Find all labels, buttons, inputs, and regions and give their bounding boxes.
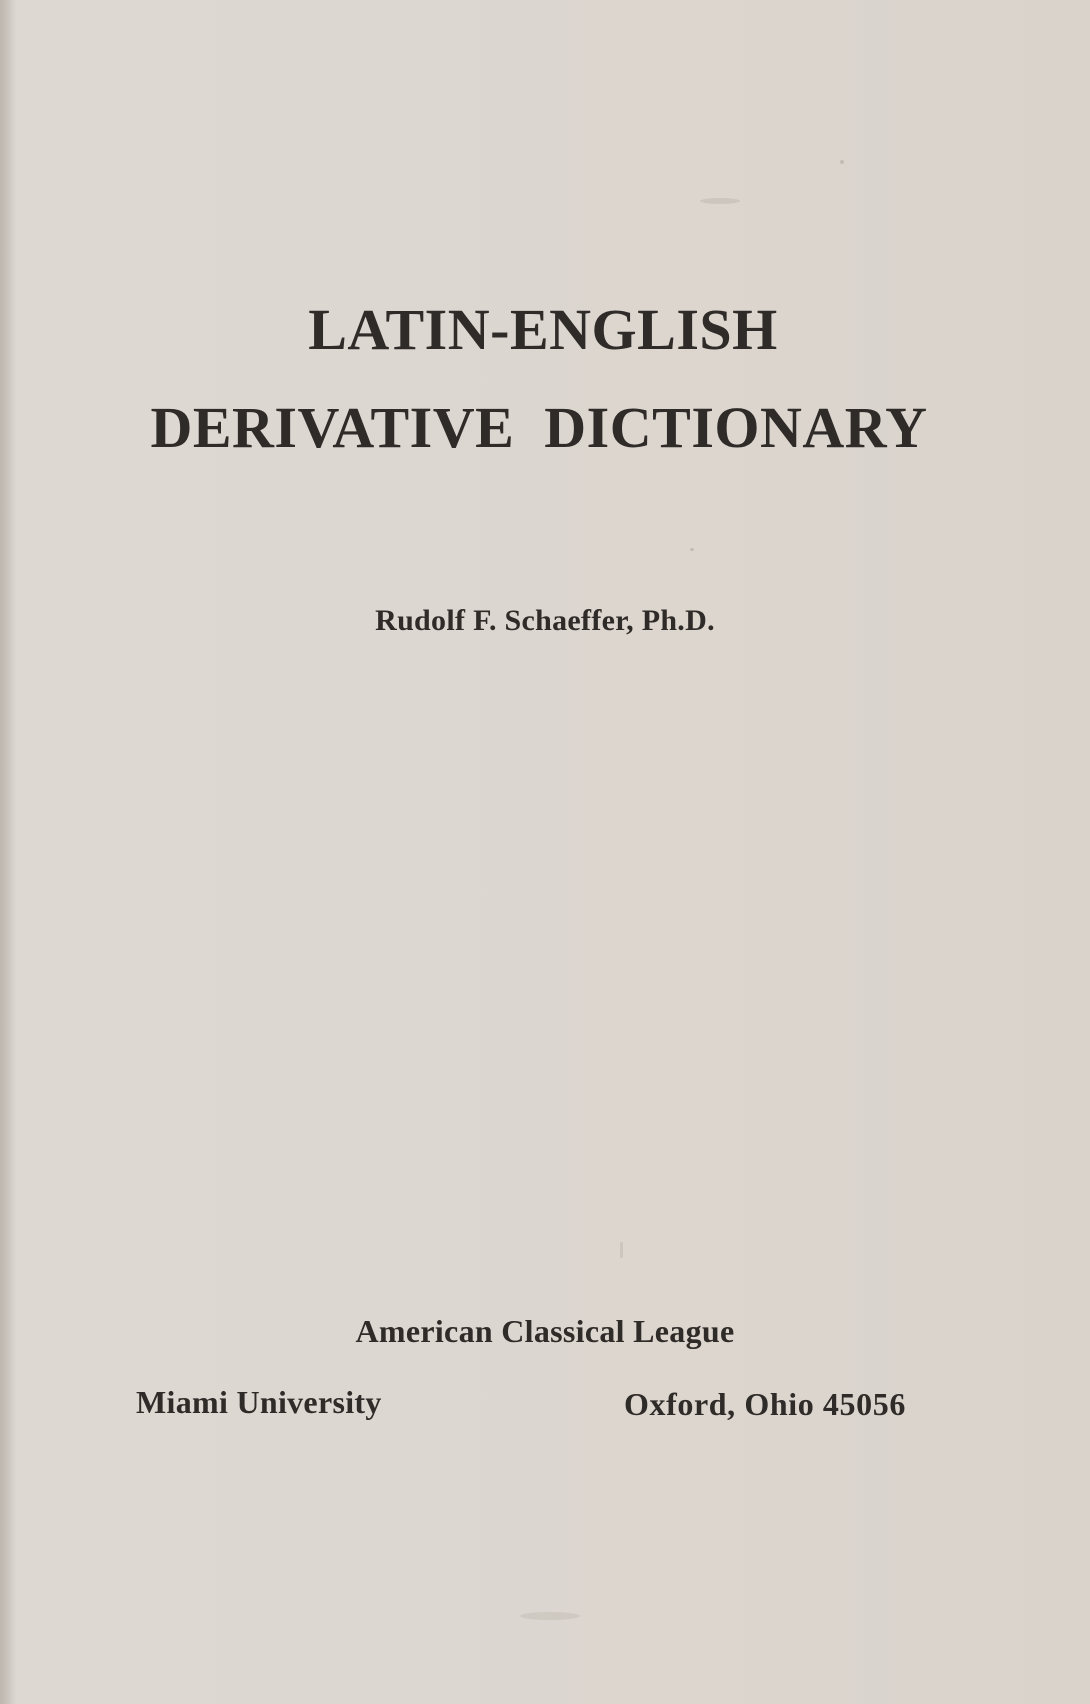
title-line-2: DERIVATIVE DICTIONARY	[150, 395, 928, 460]
spine-edge	[0, 0, 14, 1704]
publisher-name: American Classical League	[355, 1313, 735, 1349]
title-line-1: LATIN-ENGLISH	[308, 297, 778, 362]
paper-speck	[520, 1612, 580, 1620]
paper-speck	[620, 1242, 623, 1258]
paper-speck	[690, 548, 694, 551]
publisher-university: Miami University	[136, 1384, 382, 1420]
paper-speck	[840, 160, 844, 164]
publisher-location: Oxford, Ohio 45056	[624, 1386, 906, 1422]
paper-speck	[700, 198, 740, 204]
author-name: Rudolf F. Schaeffer, Ph.D.	[375, 604, 715, 637]
